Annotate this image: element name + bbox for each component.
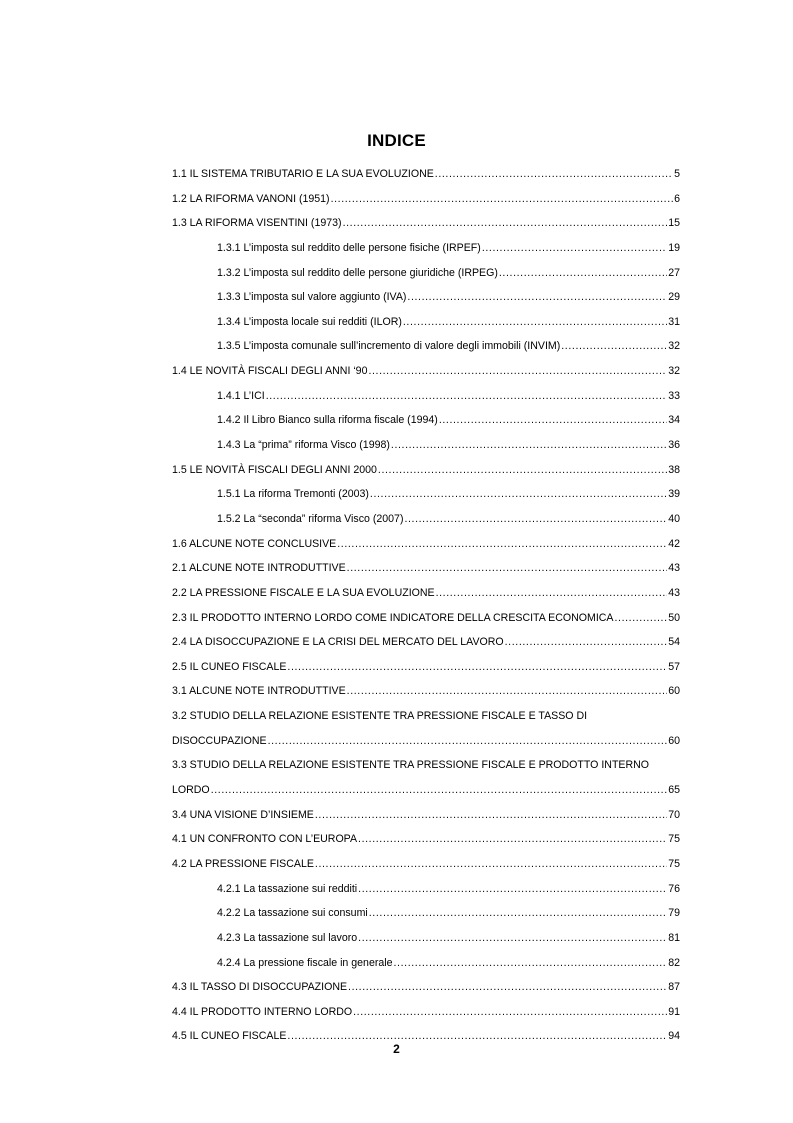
toc-entry[interactable]: [172, 359, 680, 384]
dot-leader: [391, 433, 667, 458]
toc-entry-label: 1.4.1 L’ICI: [217, 389, 265, 402]
toc-subentry[interactable]: [172, 334, 680, 359]
toc-entry-label: 1.1 IL SISTEMA TRIBUTARIO E LA SUA EVOLUZIONE: [172, 168, 434, 180]
toc-entry-page: 29: [668, 291, 680, 304]
toc-entry-label: 1.6 ALCUNE NOTE CONCLUSIVE: [172, 537, 337, 550]
toc-entry-label: 4.3 IL TASSO DI DISOCCUPAZIONE: [172, 981, 348, 994]
toc-entry-label: 4.2.3 La tassazione sul lavoro: [217, 931, 358, 944]
toc-entry-label: 4.4 IL PRODOTTO INTERNO LORDO: [172, 1005, 353, 1018]
toc-entry[interactable]: [172, 729, 680, 754]
dot-leader: [358, 827, 667, 852]
toc-entry-page: 40: [668, 512, 680, 525]
dot-leader: [614, 606, 667, 631]
toc-entry-label: 1.4.3 La “prima” riforma Visco (1998): [217, 439, 390, 452]
toc-entry[interactable]: [172, 679, 680, 704]
toc-entry-label: 4.2.1 La tassazione sui redditi: [217, 882, 358, 895]
dot-leader: [315, 803, 667, 828]
toc-entry-label: 1.3.1 L’imposta sul reddito delle persone fisiche (IRPEF): [217, 241, 481, 254]
toc-entry-label: 3.4 UNA VISIONE D’INSIEME: [172, 808, 314, 821]
toc-subentry[interactable]: [172, 433, 680, 458]
index-title: INDICE: [367, 131, 426, 150]
dot-leader: [331, 187, 674, 212]
dot-leader: [482, 236, 667, 261]
toc-entry-label: 2.2 LA PRESSIONE FISCALE E LA SUA EVOLUZIONE: [172, 586, 435, 599]
toc-entry[interactable]: [172, 803, 680, 828]
toc-subentry[interactable]: [172, 384, 680, 409]
toc-entry-label: 1.3 LA RIFORMA VISENTINI (1973): [172, 217, 342, 230]
dot-leader: [266, 384, 668, 409]
toc-entry[interactable]: [172, 975, 680, 1000]
toc-entry-page: 76: [668, 882, 680, 895]
toc-entry-page: 15: [668, 217, 680, 230]
toc-entry-page: 82: [668, 956, 680, 969]
dot-leader: [353, 1000, 667, 1025]
toc-entry-label: 2.3 IL PRODOTTO INTERNO LORDO COME INDICATORE DELLA CRESCITA ECONOMICA: [172, 611, 614, 624]
table-of-contents: [172, 162, 680, 1049]
toc-entry-label: DISOCCUPAZIONE: [172, 734, 267, 747]
dot-leader: [439, 408, 667, 433]
toc-entry-label: 4.5 IL CUNEO FISCALE: [172, 1030, 287, 1043]
toc-subentry[interactable]: [172, 310, 680, 335]
toc-entry-label: 1.3.3 L’imposta sul valore aggiunto (IVA): [217, 291, 407, 304]
toc-entry-page: 43: [668, 586, 680, 599]
dot-leader: [343, 211, 668, 236]
dot-leader: [358, 926, 667, 951]
toc-entry-label: 2.5 IL CUNEO FISCALE: [172, 660, 287, 673]
dot-leader: [268, 729, 668, 754]
toc-entry-page: 75: [668, 833, 680, 846]
toc-entry-page: 6: [674, 192, 680, 205]
toc-entry[interactable]: [172, 1000, 680, 1025]
toc-entry-page: 81: [668, 931, 680, 944]
toc-entry-page: 39: [668, 488, 680, 501]
dot-leader: [403, 310, 667, 335]
toc-entry-page: 32: [668, 365, 680, 378]
toc-subentry[interactable]: [172, 285, 680, 310]
toc-entry-label: 1.5.2 La “seconda” riforma Visco (2007): [217, 512, 404, 525]
toc-entry-page: 65: [668, 784, 680, 797]
toc-entry[interactable]: [172, 704, 680, 729]
toc-entry-label: 1.3.5 L’imposta comunale sull’incremento di valore degli immobili (INVIM): [217, 340, 561, 353]
toc-entry-page: 43: [668, 562, 680, 575]
toc-entry-page: 60: [668, 685, 680, 698]
toc-entry-label: 4.1 UN CONFRONTO CON L’EUROPA: [172, 833, 358, 846]
dot-leader: [347, 556, 668, 581]
toc-entry-label: 4.2.4 La pressione fiscale in generale: [217, 956, 393, 969]
dot-leader: [368, 359, 667, 384]
toc-subentry[interactable]: [172, 507, 680, 532]
toc-subentry[interactable]: [172, 926, 680, 951]
dot-leader: [348, 975, 667, 1000]
page-number: 2: [393, 1042, 400, 1056]
dot-leader: [505, 630, 668, 655]
dot-leader: [369, 901, 667, 926]
toc-entry[interactable]: [172, 581, 680, 606]
toc-entry-page: 38: [668, 463, 680, 476]
dot-leader: [378, 458, 667, 483]
toc-subentry[interactable]: [172, 951, 680, 976]
toc-entry-label: 1.5 LE NOVITÀ FISCALI DEGLI ANNI 2000: [172, 463, 377, 476]
toc-entry[interactable]: [172, 630, 680, 655]
toc-entry[interactable]: [172, 827, 680, 852]
dot-leader: [435, 162, 673, 187]
toc-subentry[interactable]: [172, 236, 680, 261]
toc-entry-label: 1.4 LE NOVITÀ FISCALI DEGLI ANNI ‘90: [172, 365, 368, 378]
dot-leader: [337, 532, 667, 557]
toc-entry-page: 42: [668, 537, 680, 550]
toc-entry-label: 1.3.2 L’imposta sul reddito delle persone giuridiche (IRPEG): [217, 266, 498, 279]
toc-entry[interactable]: [172, 606, 680, 631]
toc-subentry[interactable]: [172, 482, 680, 507]
toc-entry-page: 87: [668, 981, 680, 994]
toc-entry-label: 3.1 ALCUNE NOTE INTRODUTTIVE: [172, 685, 346, 698]
toc-entry-label: 2.1 ALCUNE NOTE INTRODUTTIVE: [172, 562, 346, 575]
toc-entry-page: 19: [668, 241, 680, 254]
toc-entry-page: 91: [668, 1005, 680, 1018]
toc-entry[interactable]: [172, 532, 680, 557]
toc-entry-page: 31: [668, 315, 680, 328]
dot-leader: [347, 679, 668, 704]
dot-leader: [394, 951, 668, 976]
dot-leader: [287, 655, 667, 680]
dot-leader: [499, 261, 667, 286]
toc-entry-page: 33: [668, 389, 680, 402]
toc-entry-label: 1.5.1 La riforma Tremonti (2003): [217, 488, 369, 501]
toc-entry[interactable]: [172, 852, 680, 877]
toc-entry-label: 3.3 STUDIO DELLA RELAZIONE ESISTENTE TRA PRESSIONE FISCALE E PRODOTTO INTERNO: [172, 759, 650, 772]
toc-entry[interactable]: [172, 778, 680, 803]
toc-entry-label: 2.4 LA DISOCCUPAZIONE E LA CRISI DEL MERCATO DEL LAVORO: [172, 636, 504, 649]
toc-entry-label: 3.2 STUDIO DELLA RELAZIONE ESISTENTE TRA PRESSIONE FISCALE E TASSO DI: [172, 710, 588, 723]
toc-entry[interactable]: [172, 753, 680, 778]
toc-entry-page: 5: [674, 168, 680, 180]
toc-entry-label: 4.2 LA PRESSIONE FISCALE: [172, 857, 314, 870]
toc-entry-page: 75: [668, 857, 680, 870]
toc-entry-page: 27: [668, 266, 680, 279]
toc-subentry[interactable]: [172, 408, 680, 433]
toc-entry-page: 34: [668, 414, 680, 427]
dot-leader: [436, 581, 668, 606]
toc-entry[interactable]: [172, 458, 680, 483]
dot-leader: [561, 334, 667, 359]
toc-entry[interactable]: [172, 187, 680, 212]
toc-entry-label: LORDO: [172, 784, 210, 797]
toc-entry-page: 70: [668, 808, 680, 821]
toc-subentry[interactable]: [172, 877, 680, 902]
toc-entry-page: 94: [668, 1030, 680, 1043]
toc-entry[interactable]: [172, 655, 680, 680]
toc-entry-page: 60: [668, 734, 680, 747]
toc-entry-label: 4.2.2 La tassazione sui consumi: [217, 907, 368, 920]
toc-entry[interactable]: [172, 211, 680, 236]
toc-entry-page: 36: [668, 439, 680, 452]
dot-leader: [358, 877, 667, 902]
dot-leader: [370, 482, 667, 507]
toc-entry-page: 79: [668, 907, 680, 920]
dot-leader: [315, 852, 667, 877]
toc-entry-label: 1.2 LA RIFORMA VANONI (1951): [172, 192, 330, 205]
dot-leader: [407, 285, 667, 310]
dot-leader: [404, 507, 667, 532]
toc-entry-page: 57: [668, 660, 680, 673]
toc-entry[interactable]: [172, 556, 680, 581]
toc-entry-label: 1.4.2 Il Libro Bianco sulla riforma fiscale (1994): [217, 414, 438, 427]
toc-entry-label: 1.3.4 L’imposta locale sui redditi (ILOR): [217, 315, 402, 328]
toc-subentry[interactable]: [172, 901, 680, 926]
toc-entry-page: 32: [668, 340, 680, 353]
toc-subentry[interactable]: [172, 261, 680, 286]
toc-entry-page: 54: [668, 636, 680, 649]
toc-entry[interactable]: [172, 162, 680, 187]
dot-leader: [211, 778, 668, 803]
toc-entry-page: 50: [668, 611, 680, 624]
